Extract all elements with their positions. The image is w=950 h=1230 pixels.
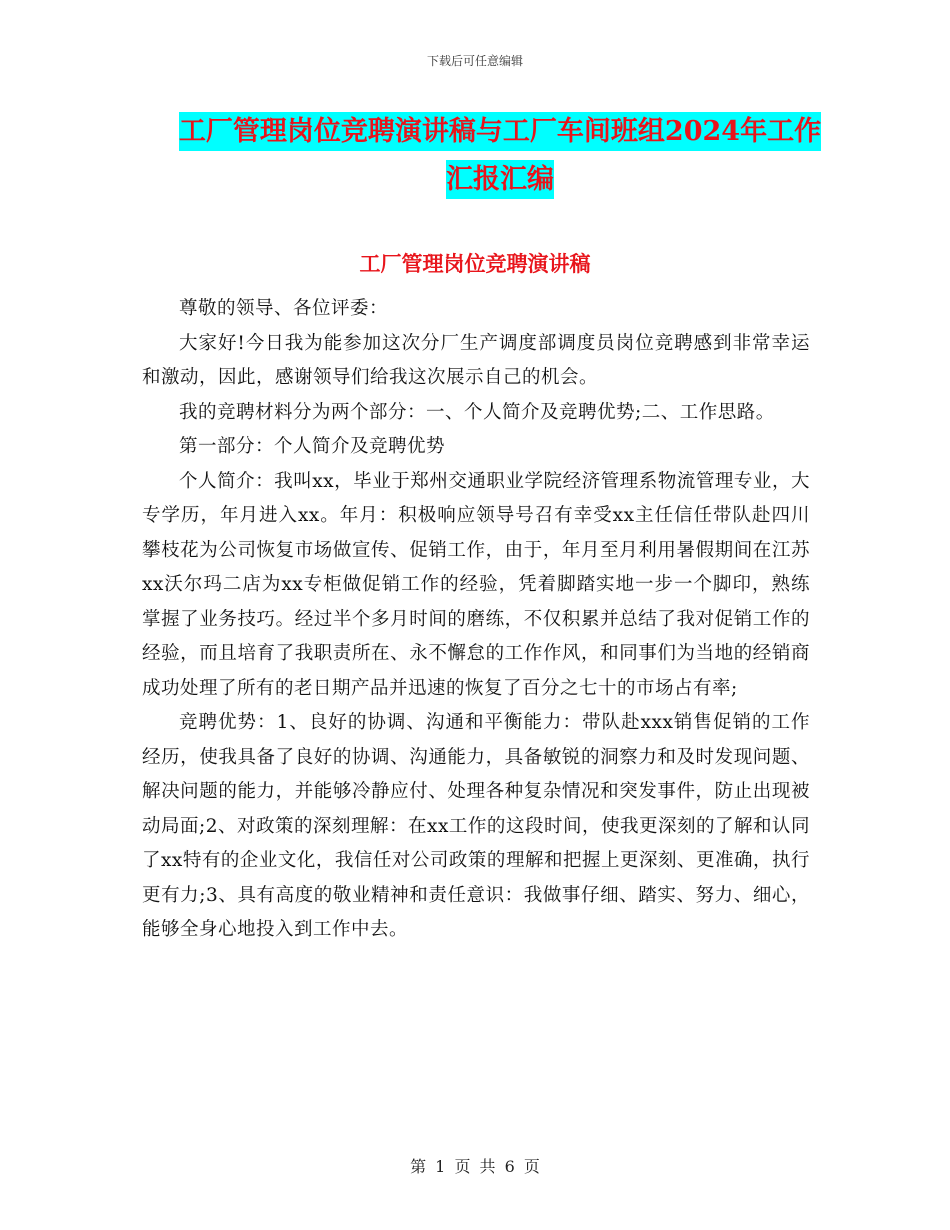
paragraph-part-one-heading: 第一部分：个人简介及竞聘优势: [179, 436, 446, 457]
document-title: [140, 108, 860, 204]
document-title-line-2: 汇报汇编: [446, 160, 554, 199]
section-heading: 工厂管理岗位竞聘演讲稿: [359, 251, 591, 276]
paragraph-personal-profile: 个人简介：我叫xx，毕业于郑州交通职业学院经济管理系物流管理专业，大专学历，年月进入xx。年月：积极响应领导号召有幸受xx主任信任带队赴四川攀枝花为公司恢复市场做宣传、促销工作，由于，年月至月利用暑假期间在江苏xx沃尔玛二店为xx专柜做促销工作的经验，凭着脚踏实地一步一个脚印，熟练掌握了业务技巧。经过半个多月时间的磨练，不仅积累并总结了我对促销工作的经验，而且培育了我职责所在、永不懈怠的工作作风，和同事们为当地的经销商成功处理了所有的老日期产品并迅速的恢复了百分之七十的市场占有率;: [142, 470, 810, 699]
body-text: [142, 292, 810, 948]
paragraph-salutation: 尊敬的领导、各位评委：: [179, 298, 389, 319]
paragraph-competitive-advantages: 竞聘优势：1、良好的协调、沟通和平衡能力：带队赴xxx销售促销的工作经历，使我具备了良好的协调、沟通能力，具备敏锐的洞察力和及时发现问题、解决问题的能力，并能够冷静应付、处理各种复杂情况和突发事件，防止出现被动局面;2、对政策的深刻理解：在xx工作的这段时间，使我更深刻的了解和认同了xx特有的企业文化，我信任对公司政策的理解和把握上更深刻、更准确，执行更有力;3、具有高度的敬业精神和责任意识：我做事仔细、踏实、努力、细心，能够全身心地投入到工作中去。: [142, 712, 810, 940]
page-header-note: 下载后可任意编辑: [426, 54, 523, 68]
paragraph-outline: 我的竞聘材料分为两个部分：一、个人简介及竞聘优势;二、工作思路。: [179, 401, 775, 423]
document-title-line-1: 工厂管理岗位竞聘演讲稿与工厂车间班组2024年工作: [179, 112, 821, 151]
paragraph-greeting: 大家好!今日我为能参加这次分厂生产调度部调度员岗位竞聘感到非常幸运和激动，因此，感谢领导们给我这次展示自己的机会。: [142, 332, 810, 388]
page-number-footer: 第 1 页 共 6 页: [410, 1157, 540, 1176]
